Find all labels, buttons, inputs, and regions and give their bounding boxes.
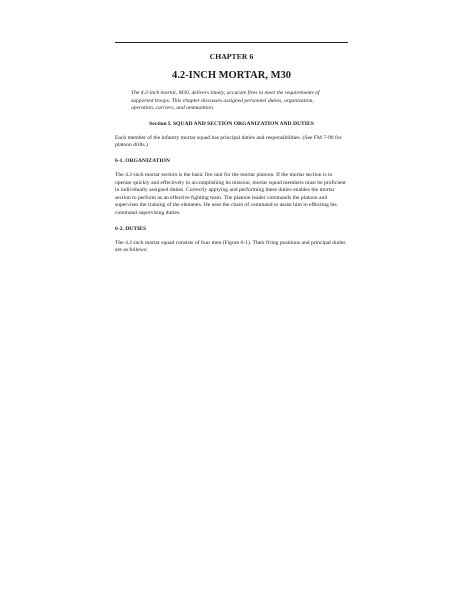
header-rule bbox=[115, 42, 348, 43]
chapter-intro: The 4.2-inch mortar, M30, delivers timely, accurate fires to meet the requirements of supported troops. This chapter discusses assigned personnel duties, organization, operation, carriers, and ammunition. bbox=[131, 90, 320, 112]
duties-heading: 6-2. DUTIES bbox=[115, 225, 147, 232]
page-content bbox=[115, 52, 348, 255]
section-intro-paragraph: Each member of the infantry mortar squad has principal duties and responsibilities. (See FM 7-90 for platoon drills.) bbox=[115, 134, 342, 149]
organization-paragraph: The 4.2-inch mortar section is the basic fire unit for the mortar platoon. If the mortar section is to operate quickly and effectively in accomplishing its mission, mortar squad members must be proficient in individually assigned duties. Correctly applying and performing these duties enables the mortar section to perform as an effective fighting team. The platoon leader commands the platoon and supervises the training of the elements. He uses the chain of command to assist him in effecting his command supervising duties. bbox=[115, 171, 346, 216]
organization-heading: 6-1. ORGANIZATION bbox=[115, 157, 170, 164]
chapter-title: 4.2-INCH MORTAR, M30 bbox=[171, 70, 291, 81]
chapter-label: CHAPTER 6 bbox=[209, 52, 254, 61]
duties-paragraph: The 4.2-inch mortar squad consists of four men (Figure 6-1). Their firing positions and principal duties are as follows: bbox=[115, 239, 346, 254]
section-heading: Section I. SQUAD AND SECTION ORGANIZATION AND DUTIES bbox=[149, 120, 314, 127]
